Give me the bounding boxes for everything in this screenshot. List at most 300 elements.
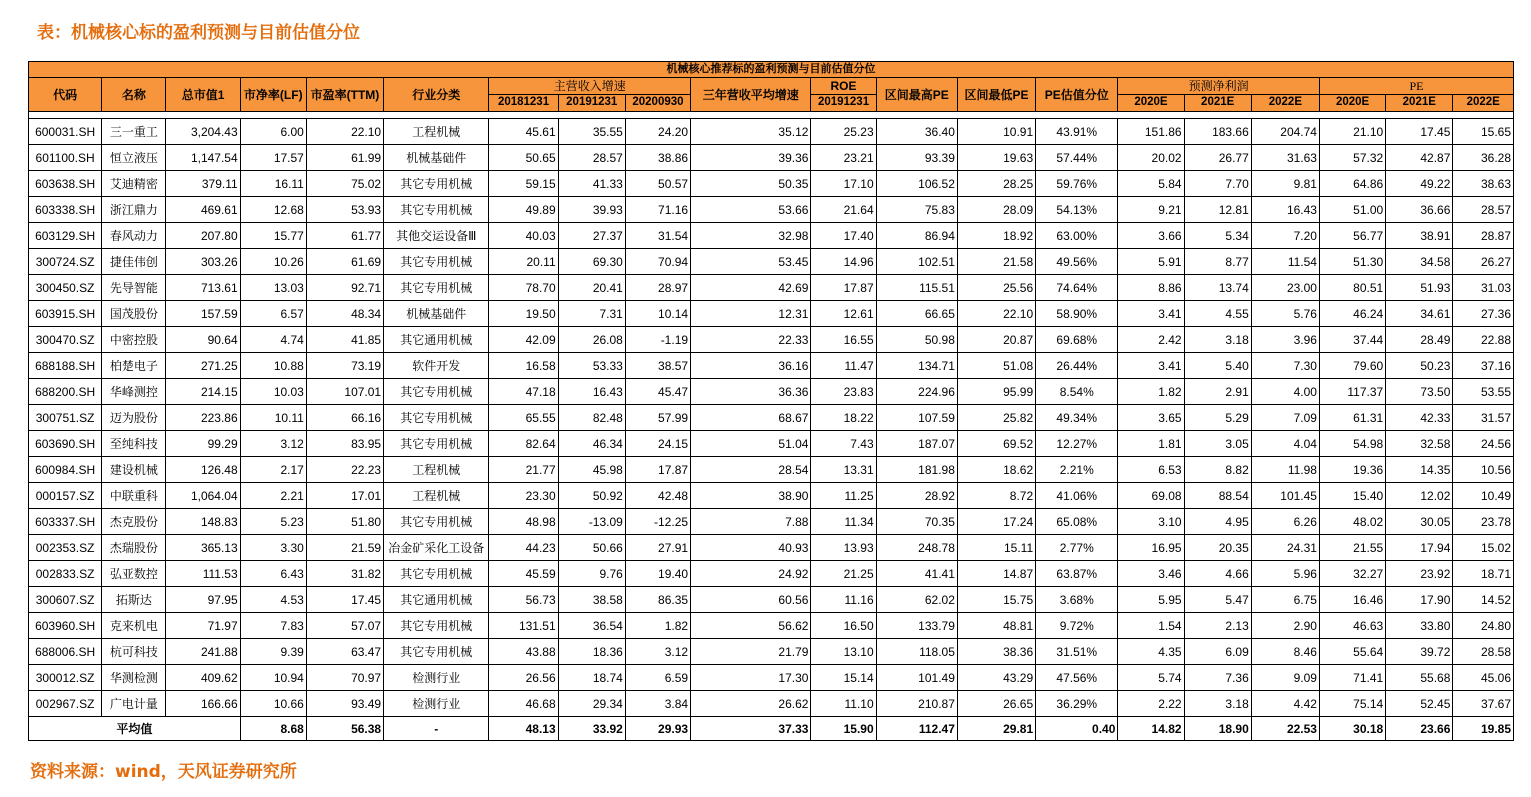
cell-name: 浙江鼎力 [102,197,166,223]
cell-pe-ttm: 53.93 [306,197,383,223]
avg-pe-pct: 0.40 [1036,717,1118,741]
cell-cagr: 36.36 [691,379,811,405]
cell-roe: 21.25 [811,561,876,587]
cell-profit-2021e: 2.91 [1184,379,1251,405]
cell-pe-2021e: 42.87 [1386,145,1453,171]
cell-profit-2020e: 1.82 [1118,379,1184,405]
cell-profit-2020e: 5.95 [1118,587,1184,613]
cell-cagr: 36.16 [691,353,811,379]
cell-profit-2020e: 3.66 [1118,223,1184,249]
cell-code: 002833.SZ [29,561,102,587]
header-pe-year: 2022E [1453,95,1514,112]
cell-pe-2022e: 38.63 [1453,171,1514,197]
header-pe-pct: PE估值分位 [1036,78,1118,112]
cell-pe-high: 210.87 [876,691,957,717]
cell-roe: 7.43 [811,431,876,457]
cell-cagr: 56.62 [691,613,811,639]
cell-rev-2020q3: 38.86 [625,145,690,171]
header-rev-period: 20200930 [625,95,690,112]
avg-profit-2020e: 14.82 [1118,717,1184,741]
cell-mktcap: 303.26 [166,249,240,275]
cell-pe-low: 95.99 [957,379,1035,405]
cell-pe-2020e: 48.02 [1319,509,1385,535]
cell-rev-2019: 29.34 [558,691,625,717]
cell-pb: 3.30 [240,535,306,561]
cell-rev-2020q3: 3.12 [625,639,690,665]
cell-pb: 2.17 [240,457,306,483]
cell-pe-2020e: 46.24 [1319,301,1385,327]
header-profit-year: 2020E [1118,95,1184,112]
avg-profit-2021e: 18.90 [1184,717,1251,741]
cell-profit-2020e: 5.91 [1118,249,1184,275]
cell-roe: 23.83 [811,379,876,405]
cell-pb: 10.88 [240,353,306,379]
table-row [29,327,1514,353]
cell-mktcap: 469.61 [166,197,240,223]
cell-pe-high: 75.83 [876,197,957,223]
cell-pe-pct: 36.29% [1036,691,1118,717]
cell-profit-2021e: 2.13 [1184,613,1251,639]
cell-name: 建设机械 [102,457,166,483]
cell-rev-2020q3: 71.16 [625,197,690,223]
cell-pe-low: 18.62 [957,457,1035,483]
table-row [29,561,1514,587]
cell-rev-2018: 50.65 [489,145,558,171]
cell-profit-2022e: 31.63 [1251,145,1319,171]
cell-pe-2021e: 52.45 [1386,691,1453,717]
cell-code: 603129.SH [29,223,102,249]
cell-rev-2019: 82.48 [558,405,625,431]
cell-pb: 2.21 [240,483,306,509]
cell-pb: 6.00 [240,119,306,145]
cell-roe: 17.40 [811,223,876,249]
cell-pe-2020e: 15.40 [1319,483,1385,509]
cell-rev-2019: 53.33 [558,353,625,379]
cell-profit-2020e: 6.53 [1118,457,1184,483]
cell-cagr: 38.90 [691,483,811,509]
cell-mktcap: 409.62 [166,665,240,691]
cell-rev-2019: 36.54 [558,613,625,639]
cell-roe: 17.10 [811,171,876,197]
cell-pe-high: 106.52 [876,171,957,197]
cell-pe-low: 17.24 [957,509,1035,535]
cell-rev-2018: 47.18 [489,379,558,405]
cell-cagr: 39.36 [691,145,811,171]
cell-pe-pct: 41.06% [1036,483,1118,509]
cell-pe-pct: 49.34% [1036,405,1118,431]
cell-cagr: 24.92 [691,561,811,587]
average-row [29,717,1514,741]
cell-mktcap: 90.64 [166,327,240,353]
cell-pe-2022e: 24.56 [1453,431,1514,457]
cell-mktcap: 99.29 [166,431,240,457]
cell-pe-pct: 65.08% [1036,509,1118,535]
cell-pe-pct: 47.56% [1036,665,1118,691]
table-row [29,249,1514,275]
cell-pe-ttm: 61.99 [306,145,383,171]
cell-pe-low: 38.36 [957,639,1035,665]
cell-code: 600984.SH [29,457,102,483]
cell-profit-2020e: 4.35 [1118,639,1184,665]
cell-rev-2018: 59.15 [489,171,558,197]
cell-pe-2020e: 51.00 [1319,197,1385,223]
cell-pe-2021e: 42.33 [1386,405,1453,431]
cell-pe-pct: 49.56% [1036,249,1118,275]
cell-cagr: 40.93 [691,535,811,561]
cell-pb: 10.26 [240,249,306,275]
cell-profit-2021e: 13.74 [1184,275,1251,301]
cell-industry: 其它专用机械 [384,171,489,197]
cell-profit-2021e: 5.40 [1184,353,1251,379]
valuation-table [28,61,1514,741]
cell-pb: 17.57 [240,145,306,171]
cell-name: 杭可科技 [102,639,166,665]
cell-rev-2018: 21.77 [489,457,558,483]
cell-pb: 5.23 [240,509,306,535]
cell-pe-2022e: 26.27 [1453,249,1514,275]
cell-pe-2022e: 36.28 [1453,145,1514,171]
cell-rev-2018: 44.23 [489,535,558,561]
cell-rev-2018: 16.58 [489,353,558,379]
header-rev-period: 20191231 [558,95,625,112]
cell-pe-2020e: 54.98 [1319,431,1385,457]
cell-name: 华峰测控 [102,379,166,405]
cell-pe-2022e: 45.06 [1453,665,1514,691]
cell-mktcap: 379.11 [166,171,240,197]
cell-rev-2019: 18.74 [558,665,625,691]
cell-industry: 软件开发 [384,353,489,379]
table-row [29,379,1514,405]
cell-rev-2020q3: 1.82 [625,613,690,639]
cell-pe-pct: 2.77% [1036,535,1118,561]
cell-pe-2022e: 23.78 [1453,509,1514,535]
cell-profit-2021e: 3.18 [1184,691,1251,717]
cell-pe-2021e: 50.23 [1386,353,1453,379]
cell-rev-2019: 39.93 [558,197,625,223]
cell-name: 拓斯达 [102,587,166,613]
cell-pe-ttm: 22.23 [306,457,383,483]
header-profit-year: 2022E [1251,95,1319,112]
cell-profit-2022e: 6.26 [1251,509,1319,535]
cell-industry: 其它专用机械 [384,197,489,223]
cell-pe-2021e: 14.35 [1386,457,1453,483]
cell-pe-high: 187.07 [876,431,957,457]
cell-cagr: 42.69 [691,275,811,301]
cell-rev-2020q3: 38.57 [625,353,690,379]
avg-rev-2018: 48.13 [489,717,558,741]
cell-cagr: 17.30 [691,665,811,691]
cell-rev-2018: 78.70 [489,275,558,301]
cell-pe-low: 15.75 [957,587,1035,613]
cell-profit-2021e: 8.77 [1184,249,1251,275]
cell-rev-2019: 7.31 [558,301,625,327]
cell-pe-high: 62.02 [876,587,957,613]
cell-code: 600031.SH [29,119,102,145]
table-caption: 表：机械核心标的盈利预测与目前估值分位 [37,23,360,43]
cell-rev-2018: 46.68 [489,691,558,717]
cell-profit-2021e: 26.77 [1184,145,1251,171]
cell-mktcap: 166.66 [166,691,240,717]
cell-rev-2020q3: 17.87 [625,457,690,483]
cell-pe-high: 86.94 [876,223,957,249]
cell-pb: 15.77 [240,223,306,249]
cell-pe-ttm: 22.10 [306,119,383,145]
cell-pe-high: 50.98 [876,327,957,353]
header-pe-low: 区间最低PE [957,78,1035,112]
avg-rev-2020q3: 29.93 [625,717,690,741]
cell-pe-low: 69.52 [957,431,1035,457]
table-row [29,535,1514,561]
header-industry: 行业分类 [384,78,489,112]
cell-rev-2020q3: 28.97 [625,275,690,301]
table-row [29,691,1514,717]
cell-roe: 11.47 [811,353,876,379]
cell-rev-2018: 131.51 [489,613,558,639]
cell-profit-2022e: 7.20 [1251,223,1319,249]
cell-pe-low: 48.81 [957,613,1035,639]
cell-name: 弘亚数控 [102,561,166,587]
source-note: 资料来源：wind，天风证券研究所 [30,762,297,782]
cell-rev-2019: -13.09 [558,509,625,535]
header-pb: 市净率(LF) [240,78,306,112]
cell-pe-2021e: 39.72 [1386,639,1453,665]
cell-pe-pct: 9.72% [1036,613,1118,639]
cell-industry: 其它专用机械 [384,561,489,587]
cell-pe-pct: 69.68% [1036,327,1118,353]
cell-name: 中联重科 [102,483,166,509]
cell-industry: 其它专用机械 [384,509,489,535]
avg-pe-low: 29.81 [957,717,1035,741]
table-row [29,665,1514,691]
header-divider [29,112,1514,119]
cell-pe-2022e: 24.80 [1453,613,1514,639]
header-rev-growth: 主营收入增速 [489,78,691,95]
cell-pb: 3.12 [240,431,306,457]
cell-rev-2019: 45.98 [558,457,625,483]
cell-pe-low: 25.82 [957,405,1035,431]
avg-pe-2021e: 23.66 [1386,717,1453,741]
cell-pe-2020e: 80.51 [1319,275,1385,301]
cell-pe-pct: 3.68% [1036,587,1118,613]
cell-code: 300450.SZ [29,275,102,301]
table-row [29,483,1514,509]
cell-mktcap: 365.13 [166,535,240,561]
cell-industry: 其它专用机械 [384,431,489,457]
cell-pb: 6.43 [240,561,306,587]
cell-profit-2020e: 5.84 [1118,171,1184,197]
cell-roe: 21.64 [811,197,876,223]
cell-pb: 7.83 [240,613,306,639]
cell-mktcap: 157.59 [166,301,240,327]
cell-industry: 其他交运设备Ⅲ [384,223,489,249]
cell-industry: 其它专用机械 [384,405,489,431]
cell-mktcap: 3,204.43 [166,119,240,145]
cell-pe-high: 36.40 [876,119,957,145]
avg-roe: 15.90 [811,717,876,741]
table-row [29,197,1514,223]
cell-roe: 11.10 [811,691,876,717]
cell-mktcap: 713.61 [166,275,240,301]
cell-pe-2022e: 10.56 [1453,457,1514,483]
cell-pe-2020e: 79.60 [1319,353,1385,379]
avg-pe-ttm: 56.38 [306,717,383,741]
cell-rev-2018: 40.03 [489,223,558,249]
cell-pe-high: 41.41 [876,561,957,587]
cell-roe: 13.10 [811,639,876,665]
cell-cagr: 53.66 [691,197,811,223]
cell-pe-low: 21.58 [957,249,1035,275]
cell-pe-2020e: 56.77 [1319,223,1385,249]
cell-rev-2019: 38.58 [558,587,625,613]
cell-pe-2021e: 23.92 [1386,561,1453,587]
cell-pe-ttm: 61.77 [306,223,383,249]
cell-code: 002353.SZ [29,535,102,561]
cell-roe: 11.16 [811,587,876,613]
cell-code: 603690.SH [29,431,102,457]
cell-profit-2022e: 16.43 [1251,197,1319,223]
cell-pe-ttm: 31.82 [306,561,383,587]
cell-pe-pct: 57.44% [1036,145,1118,171]
cell-profit-2020e: 3.10 [1118,509,1184,535]
cell-code: 688006.SH [29,639,102,665]
cell-profit-2020e: 3.41 [1118,353,1184,379]
cell-pe-2022e: 22.88 [1453,327,1514,353]
cell-code: 300470.SZ [29,327,102,353]
cell-cagr: 12.31 [691,301,811,327]
table-body [29,119,1514,741]
cell-pe-2022e: 28.58 [1453,639,1514,665]
cell-industry: 其它专用机械 [384,249,489,275]
header-pe-year: 2020E [1319,95,1385,112]
cell-profit-2020e: 2.22 [1118,691,1184,717]
header-roe: ROE [811,78,876,95]
cell-cagr: 35.12 [691,119,811,145]
cell-cagr: 60.56 [691,587,811,613]
cell-pe-ttm: 73.19 [306,353,383,379]
cell-cagr: 7.88 [691,509,811,535]
cell-profit-2020e: 3.41 [1118,301,1184,327]
cell-pe-pct: 43.91% [1036,119,1118,145]
cell-pe-2022e: 28.87 [1453,223,1514,249]
cell-rev-2020q3: 24.15 [625,431,690,457]
cell-profit-2022e: 11.98 [1251,457,1319,483]
avg-pe-2020e: 30.18 [1319,717,1385,741]
header-name: 名称 [102,78,166,112]
cell-pe-low: 22.10 [957,301,1035,327]
cell-cagr: 50.35 [691,171,811,197]
cell-cagr: 32.98 [691,223,811,249]
cell-profit-2020e: 1.54 [1118,613,1184,639]
cell-rev-2020q3: 6.59 [625,665,690,691]
cell-rev-2019: 46.34 [558,431,625,457]
cell-pe-2021e: 17.45 [1386,119,1453,145]
cell-profit-2020e: 9.21 [1118,197,1184,223]
cell-cagr: 26.62 [691,691,811,717]
cell-name: 国茂股份 [102,301,166,327]
cell-profit-2020e: 151.86 [1118,119,1184,145]
cell-pe-2020e: 21.55 [1319,535,1385,561]
cell-code: 300012.SZ [29,665,102,691]
cell-code: 002967.SZ [29,691,102,717]
cell-profit-2022e: 4.00 [1251,379,1319,405]
cell-industry: 冶金矿采化工设备 [384,535,489,561]
cell-rev-2018: 56.73 [489,587,558,613]
cell-code: 601100.SH [29,145,102,171]
cell-profit-2020e: 3.65 [1118,405,1184,431]
cell-pe-2022e: 37.16 [1453,353,1514,379]
avg-pe-high: 112.47 [876,717,957,741]
cell-pb: 6.57 [240,301,306,327]
cell-rev-2018: 23.30 [489,483,558,509]
table-row [29,613,1514,639]
cell-pe-2020e: 19.36 [1319,457,1385,483]
cell-pe-ttm: 75.02 [306,171,383,197]
table-row [29,431,1514,457]
cell-pb: 4.53 [240,587,306,613]
cell-industry: 工程机械 [384,483,489,509]
cell-rev-2019: 50.92 [558,483,625,509]
cell-pe-2021e: 36.66 [1386,197,1453,223]
table-row [29,353,1514,379]
cell-rev-2019: 20.41 [558,275,625,301]
cell-pe-2020e: 64.86 [1319,171,1385,197]
cell-pe-2021e: 32.58 [1386,431,1453,457]
table-title: 机械核心推荐标的盈利预测与目前估值分位 [29,62,1514,78]
avg-cagr: 37.33 [691,717,811,741]
cell-pe-2021e: 12.02 [1386,483,1453,509]
cell-profit-2020e: 1.81 [1118,431,1184,457]
cell-pe-2020e: 37.44 [1319,327,1385,353]
cell-pe-low: 14.87 [957,561,1035,587]
cell-industry: 机械基础件 [384,301,489,327]
cell-industry: 其它专用机械 [384,379,489,405]
cell-rev-2018: 20.11 [489,249,558,275]
cell-code: 603915.SH [29,301,102,327]
cell-roe: 23.21 [811,145,876,171]
cell-pb: 10.66 [240,691,306,717]
cell-pe-ttm: 93.49 [306,691,383,717]
cell-pb: 9.39 [240,639,306,665]
cell-cagr: 22.33 [691,327,811,353]
cell-code: 603960.SH [29,613,102,639]
cell-industry: 其它专用机械 [384,275,489,301]
cell-pb: 4.74 [240,327,306,353]
cell-pe-ttm: 70.97 [306,665,383,691]
average-label: 平均值 [29,717,241,741]
cell-code: 300724.SZ [29,249,102,275]
cell-rev-2020q3: 10.14 [625,301,690,327]
cell-profit-2021e: 20.35 [1184,535,1251,561]
cell-profit-2022e: 24.31 [1251,535,1319,561]
cell-pe-2022e: 15.65 [1453,119,1514,145]
cell-pe-2022e: 18.71 [1453,561,1514,587]
table-row [29,145,1514,171]
cell-pe-2020e: 16.46 [1319,587,1385,613]
cell-profit-2021e: 3.05 [1184,431,1251,457]
cell-code: 603638.SH [29,171,102,197]
cell-profit-2020e: 3.46 [1118,561,1184,587]
cell-pe-ttm: 51.80 [306,509,383,535]
cell-code: 603337.SH [29,509,102,535]
cell-profit-2020e: 2.42 [1118,327,1184,353]
cell-profit-2021e: 5.47 [1184,587,1251,613]
cell-pe-2020e: 71.41 [1319,665,1385,691]
cell-roe: 13.93 [811,535,876,561]
avg-pb: 8.68 [240,717,306,741]
cell-roe: 16.55 [811,327,876,353]
cell-profit-2022e: 5.76 [1251,301,1319,327]
cell-rev-2020q3: 19.40 [625,561,690,587]
